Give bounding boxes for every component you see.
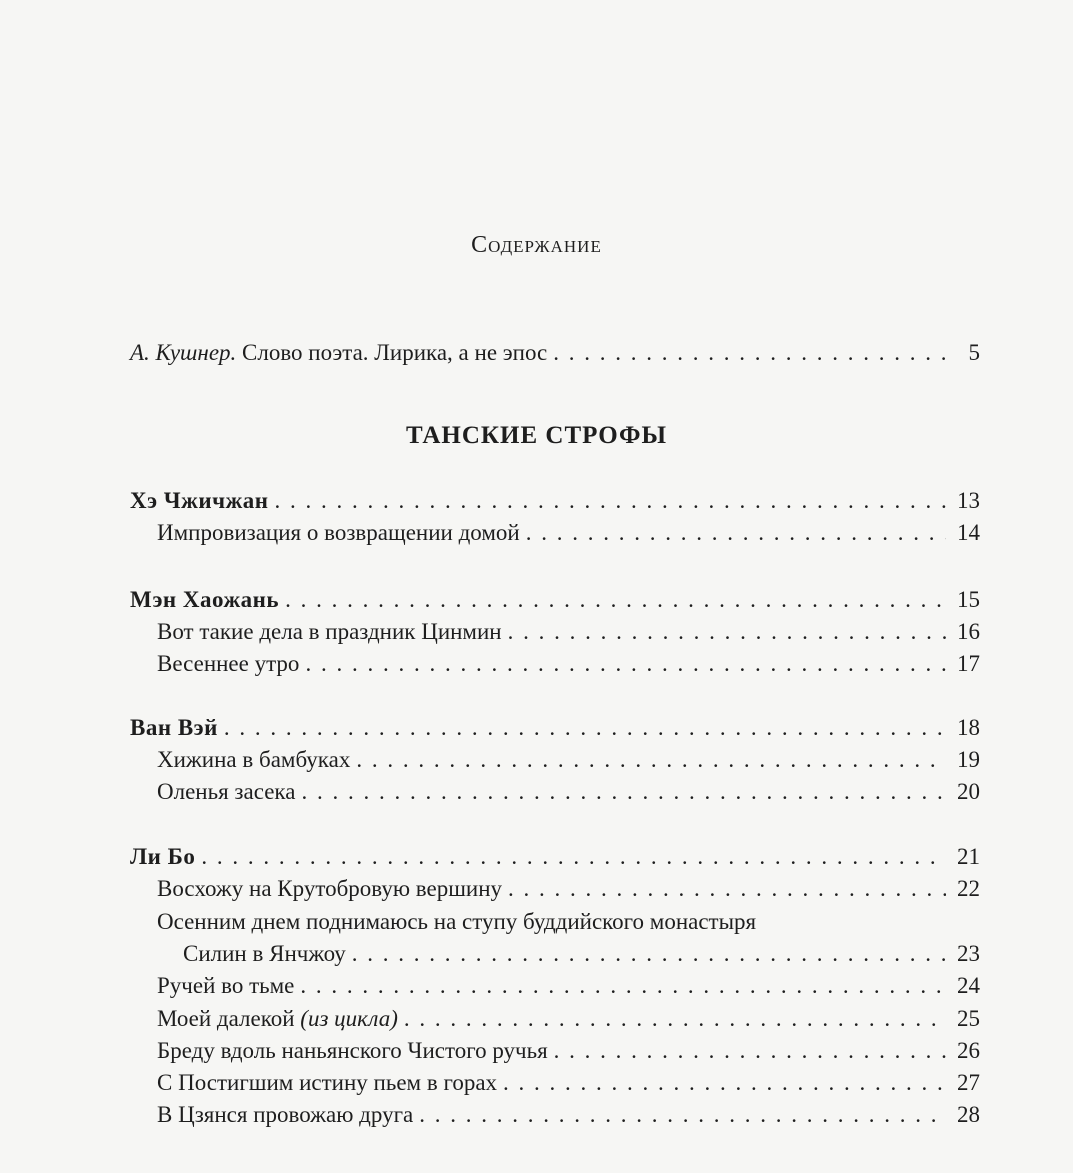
toc-entry-poem [157, 647, 980, 681]
dot-leader [419, 1098, 946, 1132]
toc-entry-author [130, 484, 980, 518]
toc-entry-poem [157, 775, 980, 809]
entry-title-text: Слово поэта. Лирика, а не эпос [242, 340, 548, 365]
toc-entry-poem [157, 1098, 980, 1132]
toc-entry-poem [157, 1066, 980, 1100]
page-number: 16 [957, 619, 980, 644]
poem-title: С Постигшим истину пьем в горах [157, 1070, 498, 1095]
dot-leader [224, 711, 946, 745]
page-number: 24 [957, 973, 980, 998]
page-number: 5 [968, 340, 980, 365]
toc-entry-author [130, 711, 980, 745]
page-number: 28 [957, 1102, 980, 1127]
page-number: 27 [957, 1070, 980, 1095]
author-name: Ван Вэй [130, 715, 218, 740]
page-number: 18 [957, 715, 980, 740]
page-number: 19 [957, 747, 980, 772]
toc-entry-poem [157, 743, 980, 777]
dot-leader [553, 336, 946, 370]
dot-leader [201, 840, 946, 874]
dot-leader [508, 872, 946, 906]
poem-title: Ручей во тьме [157, 973, 295, 998]
toc-entry-intro [130, 336, 980, 370]
poem-title: В Цзянся провожаю друга [157, 1102, 414, 1127]
toc-entry-poem-line1 [157, 905, 980, 939]
poem-title-note: (из цикла) [300, 1006, 398, 1031]
poem-title: Вот такие дела в праздник Цинмин [157, 619, 502, 644]
toc-entry-poem [157, 516, 980, 550]
page-number: 25 [957, 1006, 980, 1031]
page-number: 26 [957, 1038, 980, 1063]
toc-entry-poem [157, 1002, 980, 1036]
page-number: 20 [957, 779, 980, 804]
dot-leader [275, 484, 946, 518]
toc-entry-author [130, 583, 980, 617]
poem-title: Оленья засека [157, 779, 296, 804]
poem-title: Импровизация о возвращении домой [157, 520, 520, 545]
dot-leader [305, 647, 946, 681]
page-number: 15 [957, 587, 980, 612]
author-name: Хэ Чжичжан [130, 488, 269, 513]
dot-leader [356, 743, 946, 777]
dot-leader [503, 1066, 946, 1100]
toc-entry-author [130, 840, 980, 874]
toc-entry-poem [157, 1034, 980, 1068]
poem-title: Осенним днем поднимаюсь на ступу буддийского монастыря [157, 909, 757, 934]
dot-leader [554, 1034, 946, 1068]
page-number: 21 [957, 844, 980, 869]
dot-leader [285, 583, 946, 617]
entry-author: А. Кушнер. [130, 340, 237, 365]
dot-leader [300, 969, 946, 1003]
toc-entry-poem [157, 872, 980, 906]
page-number: 17 [957, 651, 980, 676]
dot-leader [301, 775, 946, 809]
dot-leader [508, 615, 946, 649]
dot-leader [526, 516, 946, 550]
author-name: Ли Бо [130, 844, 196, 869]
poem-title [157, 1002, 398, 1036]
page-number: 22 [957, 876, 980, 901]
dot-leader [352, 937, 946, 971]
dot-leader [404, 1002, 946, 1036]
toc-heading: Содержание [471, 232, 602, 258]
poem-title: Восхожу на Крутобровую вершину [157, 876, 503, 901]
toc-entry-poem-line2 [183, 937, 980, 971]
poem-title-continuation: Силин в Янчжоу [183, 941, 346, 966]
page-number: 13 [957, 488, 980, 513]
page-number: 23 [957, 941, 980, 966]
section-heading: ТАНСКИЕ СТРОФЫ [405, 422, 668, 449]
poem-title: Весеннее утро [157, 651, 300, 676]
poem-title: Хижина в бамбуках [157, 747, 351, 772]
author-name: Мэн Хаожань [130, 587, 280, 612]
poem-title-text: Моей далекой [157, 1006, 295, 1031]
toc-entry-poem [157, 615, 980, 649]
page-number: 14 [957, 520, 980, 545]
entry-title [130, 336, 547, 370]
toc-entry-poem [157, 969, 980, 1003]
poem-title: Бреду вдоль наньянского Чистого ручья [157, 1038, 548, 1063]
